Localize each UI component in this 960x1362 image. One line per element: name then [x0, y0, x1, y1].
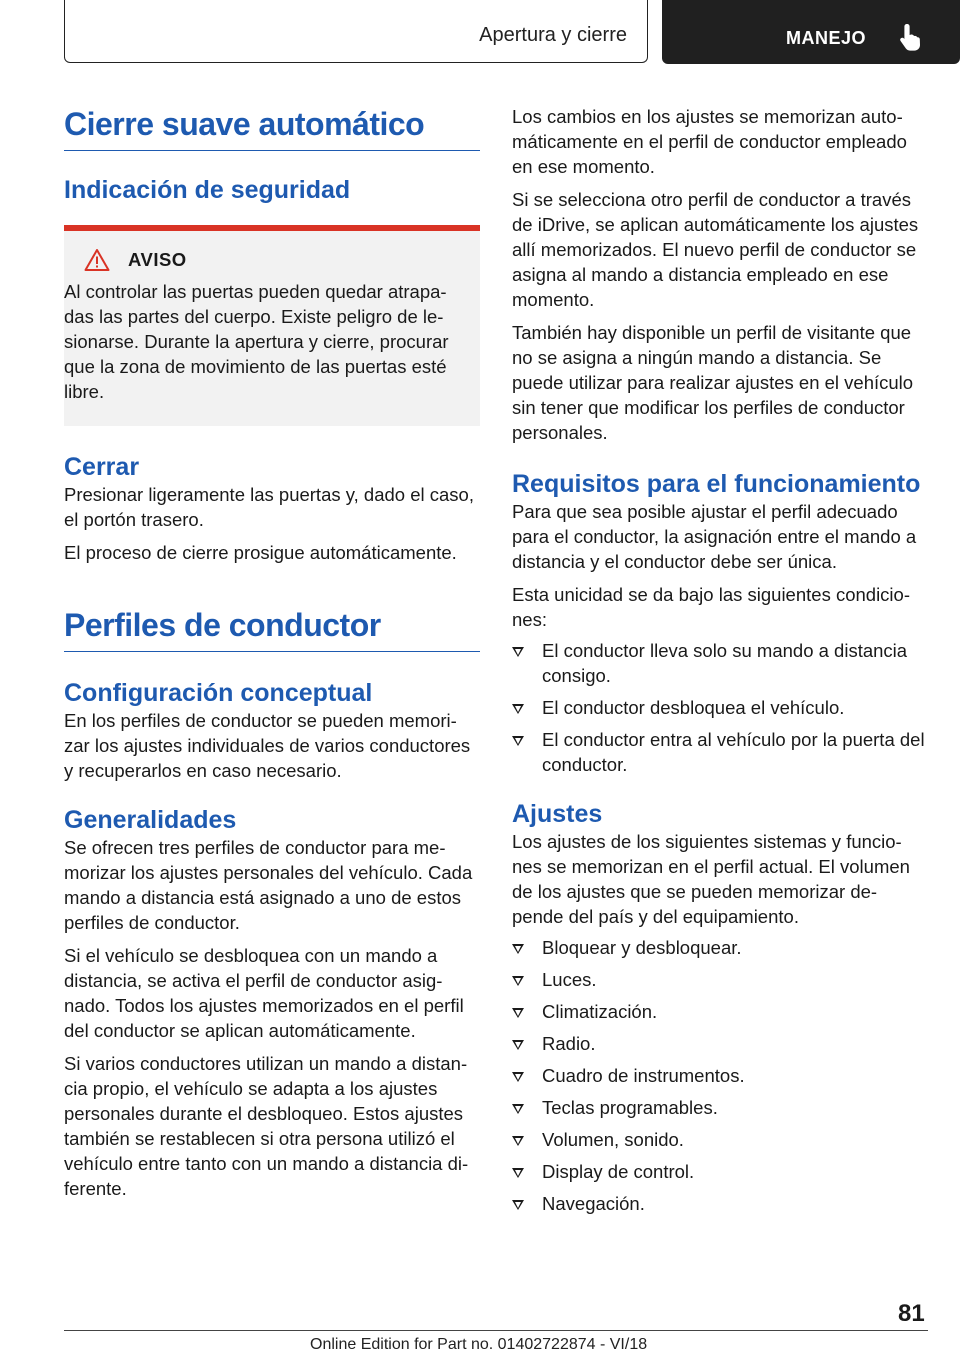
triangle-bullet-icon	[512, 1104, 524, 1114]
footer-rule	[64, 1330, 928, 1331]
triangle-bullet-icon	[512, 736, 524, 746]
list-item: El conductor lleva solo su mando a distancia consigo.	[512, 638, 928, 688]
list-item: Display de control.	[512, 1159, 928, 1184]
right-column	[512, 104, 928, 1223]
warning-content	[64, 231, 480, 426]
settings-list	[512, 935, 928, 1216]
heading-driver-profiles: Perfiles de conductor	[64, 605, 480, 652]
hand-pointer-icon	[898, 22, 924, 52]
settings-paragraph: Los ajustes de los siguientes sistemas y funcio-nes se memorizan en el perfil actual. El volumen de los ajustes que se pueden memorizar de-pende del país y del equipamiento.	[512, 831, 910, 927]
list-item: Cuadro de instrumentos.	[512, 1063, 928, 1088]
triangle-bullet-icon	[512, 1040, 524, 1050]
triangle-bullet-icon	[512, 704, 524, 714]
warning-triangle-icon	[84, 248, 110, 272]
header-chapter-tab	[662, 0, 960, 64]
warning-text: Al controlar las puertas pueden quedar atrapa-das las partes del cuerpo. Existe peligro de le-sionarse. Durante la apertura y cierre, procurar que la zona de movimiento de las puertas esté libre.	[64, 281, 449, 402]
list-item: Radio.	[512, 1031, 928, 1056]
warning-header	[64, 245, 466, 275]
idrive-profile-paragraph: Si se selecciona otro perfil de conductor a través de iDrive, se aplican automáticamente los ajustes allí memorizados. El nuevo perfil de conductor se asigna al mando a distancia empleado en ese momento.	[512, 189, 919, 310]
triangle-bullet-icon	[512, 1168, 524, 1178]
heading-safety-notice: Indicación de seguridad	[64, 176, 351, 204]
profile-changes-paragraph: Los cambios en los ajustes se memorizan auto-máticamente en el perfil de conductor empleado en ese momento.	[512, 106, 907, 177]
left-column	[64, 104, 480, 1201]
triangle-bullet-icon	[512, 1072, 524, 1082]
list-item: Navegación.	[512, 1191, 928, 1216]
page-header	[64, 0, 960, 64]
guest-profile-paragraph: También hay disponible un perfil de visitante que no se asigna a ningún mando a distancia. Se puede utilizar para realizar ajustes en el vehículo sin tener que modificar los perfiles de conductor personales.	[512, 322, 914, 443]
general-paragraph-1: Se ofrecen tres perfiles de conductor para me-morizar los ajustes personales del vehículo. Cada mando a distancia está asignado a uno de estos perfiles de conductor.	[64, 837, 473, 933]
heading-close: Cerrar	[64, 453, 140, 481]
footer-edition: Online Edition for Part no. 01402722874 - VI/18	[310, 1336, 648, 1353]
triangle-bullet-icon	[512, 647, 524, 657]
list-item: El conductor entra al vehículo por la puerta del conductor.	[512, 727, 928, 777]
warning-title: AVISO	[128, 249, 187, 270]
heading-soft-close: Cierre suave automático	[64, 104, 480, 151]
heading-general: Generalidades	[64, 806, 237, 834]
header-chapter-label: MANEJO	[786, 28, 867, 48]
triangle-bullet-icon	[512, 1008, 524, 1018]
list-item: Bloquear y desbloquear.	[512, 935, 928, 960]
list-item: Climatización.	[512, 999, 928, 1024]
heading-concept: Configuración conceptual	[64, 679, 373, 707]
requirements-paragraph-1: Para que sea posible ajustar el perfil adecuado para el conductor, la asignación entre el mando a distancia y el conductor debe ser única.	[512, 501, 917, 572]
triangle-bullet-icon	[512, 1200, 524, 1210]
concept-paragraph: En los perfiles de conductor se pueden memori-zar los ajustes individuales de varios conductores y recuperarlos en caso necesario.	[64, 710, 471, 781]
header-section-box	[64, 0, 648, 63]
list-item: El conductor desbloquea el vehículo.	[512, 695, 928, 720]
heading-settings: Ajustes	[512, 800, 603, 828]
header-section-title: Apertura y cierre	[479, 24, 627, 46]
requirements-paragraph-2: Esta unicidad se da bajo las siguientes condicio-nes:	[512, 584, 910, 630]
close-paragraph-2: El proceso de cierre prosigue automáticamente.	[64, 542, 457, 563]
heading-requirements: Requisitos para el funcionamiento	[512, 470, 921, 498]
page-number: 81	[898, 1300, 925, 1327]
close-paragraph-1: Presionar ligeramente las puertas y, dado el caso, el portón trasero.	[64, 484, 474, 530]
warning-box	[64, 225, 480, 426]
requirements-list	[512, 638, 928, 777]
list-item: Luces.	[512, 967, 928, 992]
general-paragraph-3: Si varios conductores utilizan un mando a distan-cia propio, el vehículo se adapta a los ajustes personales durante el desbloqueo. Estos ajustes también se restablecen si otra persona utilizó el vehículo entre tanto con un mando a distancia di-ferente.	[64, 1053, 469, 1199]
general-paragraph-2: Si el vehículo se desbloquea con un mando a distancia, se activa el perfil de conductor asig-nado. Todos los ajustes memorizados en el perfil del conductor se aplican automáticamente.	[64, 945, 464, 1041]
triangle-bullet-icon	[512, 944, 524, 954]
triangle-bullet-icon	[512, 1136, 524, 1146]
list-item: Volumen, sonido.	[512, 1127, 928, 1152]
list-item: Teclas programables.	[512, 1095, 928, 1120]
triangle-bullet-icon	[512, 976, 524, 986]
